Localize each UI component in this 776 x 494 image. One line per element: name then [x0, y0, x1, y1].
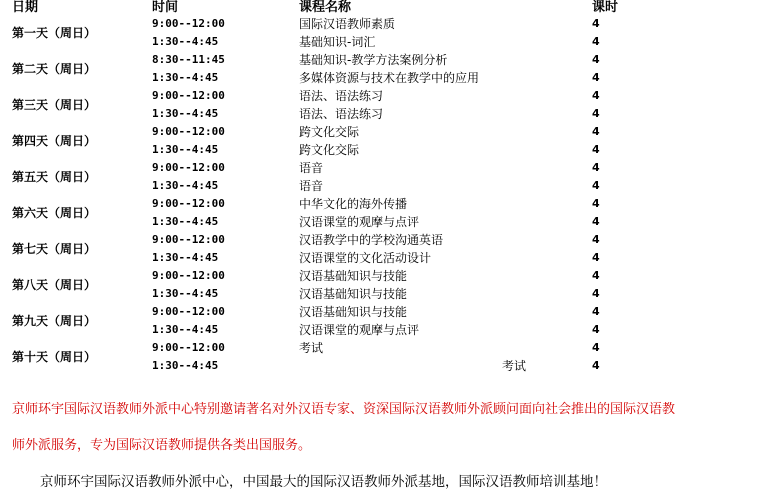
intro-line-1: 京师环宇国际汉语教师外派中心特别邀请著名对外汉语专家、资深国际汉语教师外派顾问面向社会推出的国际汉语教 — [12, 402, 676, 417]
session-course: 汉语课堂的文化活动设计 — [299, 251, 432, 265]
session-course: 汉语基础知识与技能 — [299, 287, 408, 301]
session-course: 语法、语法练习 — [299, 89, 384, 103]
session-time: 9:00--12:00 — [152, 341, 225, 354]
day-label: 第九天（周日） — [12, 314, 97, 328]
day-label: 第一天（周日） — [12, 26, 97, 40]
session-hours: 4 — [592, 323, 600, 336]
session-course: 考试 — [502, 359, 527, 373]
session-hours: 4 — [592, 35, 600, 48]
session-hours: 4 — [592, 71, 600, 84]
session-hours: 4 — [592, 233, 600, 246]
session-course: 语音 — [299, 161, 324, 175]
session-time: 1:30--4:45 — [152, 323, 219, 336]
session-course: 多媒体资源与技术在教学中的应用 — [299, 71, 480, 85]
day-label: 第十天（周日） — [12, 350, 97, 364]
session-hours: 4 — [592, 125, 600, 138]
session-hours: 4 — [592, 215, 600, 228]
session-hours: 4 — [592, 161, 600, 174]
session-time: 9:00--12:00 — [152, 17, 225, 30]
session-time: 1:30--4:45 — [152, 71, 219, 84]
session-course: 语法、语法练习 — [299, 107, 384, 121]
session-time: 1:30--4:45 — [152, 35, 219, 48]
header-date: 日期 — [12, 0, 39, 15]
session-hours: 4 — [592, 341, 600, 354]
session-hours: 4 — [592, 17, 600, 30]
session-course: 国际汉语教师素质 — [299, 17, 396, 31]
intro-line-2: 师外派服务，专为国际汉语教师提供各类出国服务。 — [12, 438, 312, 453]
session-time: 1:30--4:45 — [152, 359, 219, 372]
session-time: 1:30--4:45 — [152, 143, 219, 156]
session-time: 1:30--4:45 — [152, 215, 219, 228]
session-hours: 4 — [592, 305, 600, 318]
session-time: 1:30--4:45 — [152, 107, 219, 120]
session-course: 基础知识-词汇 — [299, 35, 376, 49]
session-hours: 4 — [592, 197, 600, 210]
session-hours: 4 — [592, 269, 600, 282]
session-time: 8:30--11:45 — [152, 53, 225, 66]
session-hours: 4 — [592, 53, 600, 66]
session-time: 9:00--12:00 — [152, 125, 225, 138]
session-hours: 4 — [592, 287, 600, 300]
session-time: 9:00--12:00 — [152, 269, 225, 282]
session-course: 汉语课堂的观摩与点评 — [299, 323, 420, 337]
session-time: 1:30--4:45 — [152, 287, 219, 300]
session-course: 汉语基础知识与技能 — [299, 305, 408, 319]
day-label: 第七天（周日） — [12, 242, 97, 256]
session-course: 语音 — [299, 179, 324, 193]
session-hours: 4 — [592, 359, 600, 372]
session-hours: 4 — [592, 107, 600, 120]
day-label: 第三天（周日） — [12, 98, 97, 112]
session-time: 1:30--4:45 — [152, 251, 219, 264]
session-time: 9:00--12:00 — [152, 197, 225, 210]
session-course: 汉语教学中的学校沟通英语 — [299, 233, 444, 247]
session-course: 基础知识-教学方法案例分析 — [299, 53, 448, 67]
session-course: 考试 — [299, 341, 324, 355]
session-time: 9:00--12:00 — [152, 89, 225, 102]
session-course: 跨文化交际 — [299, 125, 360, 139]
session-course: 汉语基础知识与技能 — [299, 269, 408, 283]
session-time: 9:00--12:00 — [152, 161, 225, 174]
session-hours: 4 — [592, 143, 600, 156]
session-hours: 4 — [592, 89, 600, 102]
session-hours: 4 — [592, 251, 600, 264]
tagline: 京师环宇国际汉语教师外派中心，中国最大的国际汉语教师外派基地，国际汉语教师培训基地！ — [40, 474, 607, 490]
day-label: 第六天（周日） — [12, 206, 97, 220]
session-course: 汉语课堂的观摩与点评 — [299, 215, 420, 229]
day-label: 第五天（周日） — [12, 170, 97, 184]
session-time: 9:00--12:00 — [152, 305, 225, 318]
header-course: 课程名称 — [299, 0, 352, 15]
header-hours: 课时 — [592, 0, 619, 15]
day-label: 第四天（周日） — [12, 134, 97, 148]
session-time: 9:00--12:00 — [152, 233, 225, 246]
session-course: 中华文化的海外传播 — [299, 197, 408, 211]
session-hours: 4 — [592, 179, 600, 192]
session-course: 跨文化交际 — [299, 143, 360, 157]
day-label: 第八天（周日） — [12, 278, 97, 292]
header-time: 时间 — [152, 0, 179, 15]
day-label: 第二天（周日） — [12, 62, 97, 76]
session-time: 1:30--4:45 — [152, 179, 219, 192]
